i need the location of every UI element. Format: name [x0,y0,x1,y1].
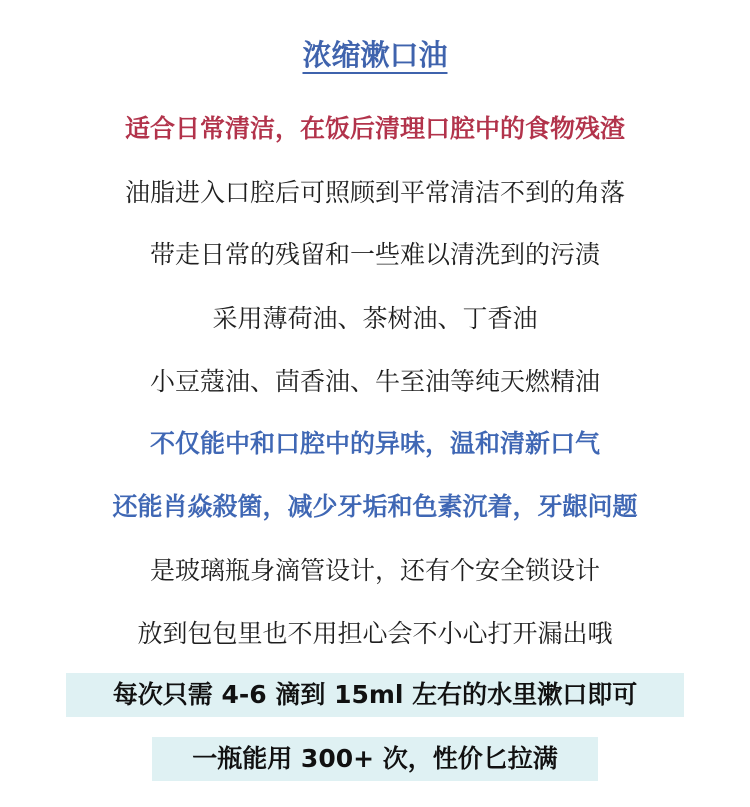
highlight-usage: 每次只需 4-6 滴到 15ml 左右的水里漱口即可 [66,673,684,717]
text-line-1: 适合日常清洁，在饭后清理口腔中的食物残渣 [124,114,625,143]
text-line-4: 采用薄荷油、茶树油、丁香油 [212,304,538,333]
text-line-7: 还能肖焱殺箘，减少牙垢和色素沉着，牙龈问题 [112,492,638,521]
text-line-3: 带走日常的残留和一些难以清洗到的污渍 [149,240,600,269]
text-line-8: 是玻璃瓶身滴管设计，还有个安全锁设计 [149,556,600,585]
text-line-2: 油脂进入口腔后可照顾到平常清洁不到的角落 [124,178,625,207]
text-line-5: 小豆蔻油、茴香油、牛至油等纯天燃精油 [149,367,600,396]
text-line-6: 不仅能中和口腔中的异味，温和清新口气 [149,429,600,458]
page-title [0,30,750,80]
page-title-text: 浓缩漱口油 [302,38,448,72]
highlight-value: 一瓶能用 300+ 次，性价匕拉满 [152,737,598,781]
text-line-9: 放到包包里也不用担心会不小心打开漏出哦 [137,619,613,648]
